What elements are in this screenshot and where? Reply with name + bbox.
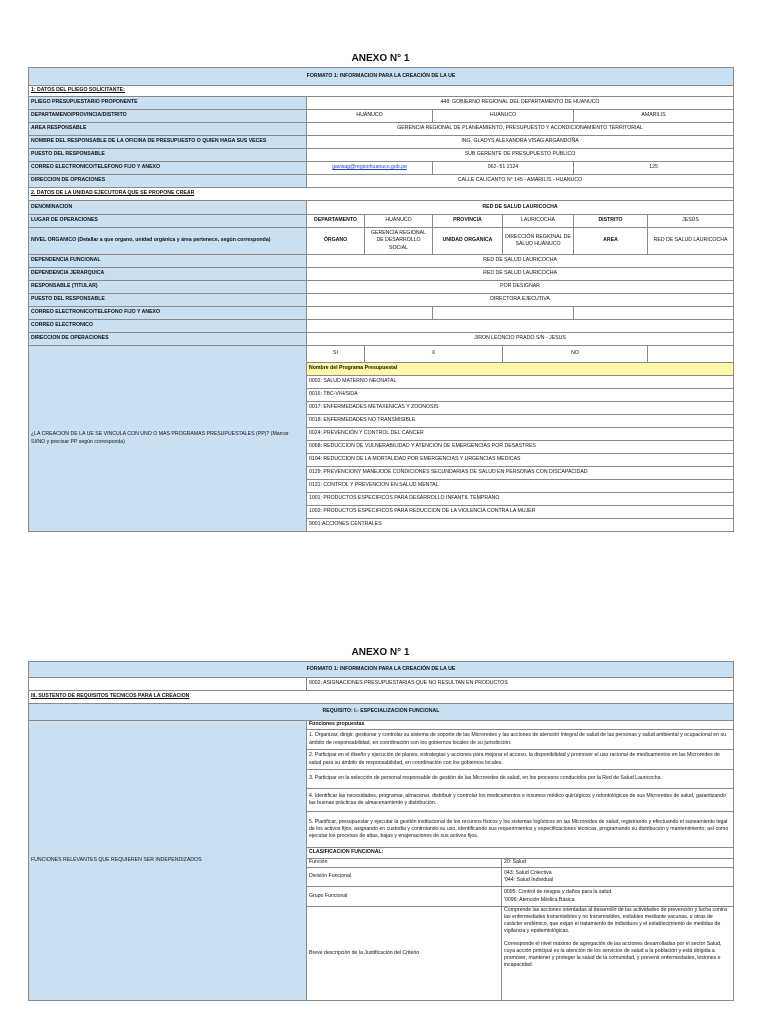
funcion-label: Función (307, 859, 502, 868)
annex-title: ANEXO N° 1 (351, 53, 410, 64)
section-3-heading: III. SUSTENTO DE REQUISITOS TECNICOS PARA LA CREACION (29, 691, 734, 704)
grupo-value: 0095: Control de riesgos y daños para la salud (504, 889, 612, 896)
lugar-departamento: HUÁNUCO (365, 215, 433, 228)
pp-item: 0018: ENFERMEDADES NO TRANSMISIBLE (307, 415, 734, 428)
titular-value: POR DESIGNAR (307, 281, 734, 294)
pp-item: 0016: TBC-VIH/SIDA (307, 389, 734, 402)
nivel-area-label: AREA (574, 228, 648, 255)
direccion-label: DIRECCION DE OPRACIONES (29, 175, 307, 188)
correo-email-cell (307, 162, 433, 175)
pp-question: ¿LA CREACION DE LA UE SE VINCULA CON UNO O MAS PROGRAMAS PRESUPUESTALES (PP)? (Marcar SI/NO y precisar PP según corresponda) (29, 346, 307, 532)
pp-item: 1002: PRODUCTOS ESPECIFICOS PARA REDUCCION DE LA VIOLENCIA CONTRA LA MUJER (307, 506, 734, 519)
dep-jerarquica-value: RED DE SALUD LAURICOCHA (307, 268, 734, 281)
nivel-area: RED DE SALUD LAURICOCHA (648, 228, 734, 255)
correo3-label: CORREO ELECTRONICO (29, 320, 307, 333)
funcion-item: 1. Organizar, dirigir, gestionar y controlar su sistema de soporte de las Microredes y las acciones de atención integral de salud de las personas y salud ambiental y ocupacional en su ámbito de responsabilidad, en coordinación con los gobiernos locales de su jurisdicción. (307, 730, 734, 750)
pp-item: 9001:ACCIONES CENTRALES (307, 519, 734, 532)
funcion-item: 4. Identificar las necesidades, programar, almacenar, distribuir y controlar los medicamentos e insumos médico quirúrgicos y odontológicos de sus Microredes de salud, garantizando las buenas prácticas de almacenamiento y distribución. (307, 789, 734, 812)
ubicacion-departamento: HUÁNUCO (307, 110, 433, 123)
pp-no-mark (648, 346, 734, 363)
nivel-unidad: DIRECCIÓN REGIONAL DE SALUD HUÁNUCO (503, 228, 574, 255)
titular-label: RESPONSABLE (TITULAR) (29, 281, 307, 294)
lugar-distrito-label: DISTRITO (574, 215, 648, 228)
pp-header: Nombre del Programa Presupuestal (307, 363, 734, 376)
nivel-organo: GERENCIA REGIONAL DE DESARROLLO SOCIAL (365, 228, 433, 255)
pp-si: SI (307, 346, 365, 363)
responsable-value: ING. GLADYS ALEXANDRA VISAG ARGANDOÑA (307, 136, 734, 149)
section-2-heading: 2. DATOS DE LA UNIDAD EJECUTORA QUE SE PROPONE CREAR (29, 188, 734, 201)
dep-jerarquica-label: DEPENDENCIA JERARQUICA (29, 268, 307, 281)
pp-mark: X (365, 346, 503, 363)
breve-paragraph: Corresponde el nivel máximo de agregación de las acciones desarrolladas por el sector Salud, cuya acción principal es la atención de los servicios de salud a la población y está dirigida a promover, mantener y proteger la salud de la comunidad, y prevenir enfermedades, lesiones e incapacidad. (504, 941, 722, 969)
lugar-label: LUGAR DE OPERACIONES (29, 215, 307, 228)
breve-label: Breve descripción de la Justificación del Criterio (307, 907, 502, 1001)
funciones-relevantes-label: FUNCIONES RELEVANTES QUE REQUIEREN SER INDEPENDIZADOS (29, 721, 307, 1001)
puesto-value: SUB GERENTE DE PRESUPUESTO PUBLICO (307, 149, 734, 162)
pp-item: 0024: PREVENCIÓN Y CONTROL DEL CANCER (307, 428, 734, 441)
clasificacion-header: CLASIFICACION FUNCIONAL: (307, 848, 734, 859)
direccion2-label: DIRECCION DE OPERACIONES (29, 333, 307, 346)
nivel-organo-label: ÓRGANO (307, 228, 365, 255)
correo2-email (307, 307, 433, 320)
pp-item: 0129: PREVENCIONY MANEJODE CONDICIONES SECUNDARIAS DE SALUD EN PERSONAS CON DISCAPACIDAD (307, 467, 734, 480)
ubicacion-label: DEPARTAMENO/PROVINCIA/DISTRITO (29, 110, 307, 123)
funcion-item: 2. Participar en el diseño y ejecución de planes, estrategias y acciones para mejorar el acceso, la disponibilidad y promover el uso racional de medicamentos en las Microredes de salud para su ámbito de responsabilidad, en coordinación con los gobiernos locales. (307, 750, 734, 770)
pliego-value: 448: GOBIERNO REGIONAL DEL DEPARTAMENTO DE HUANUCO (307, 97, 734, 110)
format-title: FORMATO 1: INFORMACION PARA LA CREACIÓN DE LA UE (29, 68, 734, 86)
grupo-values (502, 887, 734, 907)
email-link[interactable]: gavisag@regionhuanuco.gob.pe (332, 164, 407, 171)
row9002-blank (29, 678, 307, 691)
ubicacion-provincia: HUÁNUCO (433, 110, 574, 123)
correo-anexo: 125 (574, 162, 734, 175)
lugar-distrito: JESÚS (648, 215, 734, 228)
area-value: GERENCIA REGIONAL DE PLANEAMIENTO, PRESUPUESTO Y ACONDICIONAMIENTO TERRITORIAL (307, 123, 734, 136)
annex-title-2: ANEXO N° 1 (351, 647, 410, 658)
form-table-2 (28, 661, 734, 1001)
grupo-value: '0096: Atención Médica Básica (504, 896, 575, 903)
puesto-label: PUESTO DEL RESPONSABLE (29, 149, 307, 162)
dep-funcional-value: RED DE SALUD LAURICOCHA (307, 255, 734, 268)
puesto-resp-label: PUESTO DEL RESPONSABLE (29, 294, 307, 307)
division-value: 043: Salud Colectiva (504, 869, 552, 876)
division-values (502, 868, 734, 887)
form-table-1 (28, 67, 734, 532)
ubicacion-distrito: AMARILIS (574, 110, 734, 123)
pp-item: 0068: REDUCCION DE VULNERABILIDAD Y ATENCION DE EMERGENCIAS POR DESASTRES (307, 441, 734, 454)
pp-item: 0002: SALUD MATERNO NEONATAL (307, 376, 734, 389)
direccion-value: CALLE CALICANTO N° 145 - AMARILIS - HUANUCO (307, 175, 734, 188)
denominacion-value: RED DE SALUD LAURICOCHA (307, 201, 734, 215)
row9002-value: 9002: ASIGNACIONES PRESUPUESTARIAS QUE NO RESULTAN EN PRODUCTOS (307, 678, 734, 691)
division-value: '044: Salud Individual (504, 877, 554, 883)
division-label: División Funcional (307, 868, 502, 887)
requisito-heading: REQUISITO: I.- ESPECIALIZACION FUNCIONAL (29, 704, 734, 721)
nivel-unidad-label: UNIDAD ORGANICA (433, 228, 503, 255)
area-label: AREA RESPONSABLE (29, 123, 307, 136)
funciones-header: Funciones propuestas (307, 721, 734, 730)
dep-funcional-label: DEPENDENCIA FUNCIONAL (29, 255, 307, 268)
correo-label: CORREO ELECTRONICO/TELEFONO FIJO Y ANEXO (29, 162, 307, 175)
pp-item: 1001: PRODUCTOS ESPECIFICOS PARA DESARROLLO INFANTIL TEMPRANO (307, 493, 734, 506)
format-title-2: FORMATO 1: INFORMACION PARA LA CREACIÓN DE LA UE (29, 662, 734, 678)
correo2-telefono (433, 307, 574, 320)
direccion2-value: JIRON LEONCIO PRADO S/N - JESUS (307, 333, 734, 346)
pliego-label: PLIEGO PRESUPUESTARIO PROPONENTE (29, 97, 307, 110)
funcion-value: 20: Salud (502, 859, 734, 868)
correo-telefono: 062- 51 2124 (433, 162, 574, 175)
section-1-heading: 1: DATOS DEL PLIEGO SOLICITANTE: (29, 86, 734, 97)
lugar-provincia: LAURICOCHA (503, 215, 574, 228)
funcion-item: 5. Planificar, presupuestar y ejecutar la gestión institucional de los recursos físicos y los sistemas logísticos en las Microredes de salud, registrando y efectuando el saneamiento legal de los activos fijos, asignando en custodia y controlando su uso, identificando sus requerimientos y especificaciones técnicas, programando su distribución y mantenimiento; así como ejecutar los procesos de altas, bajas y enajenaciones de sus activos fijos. (307, 812, 734, 848)
pp-no: NO (503, 346, 648, 363)
denominacion-label: DENOMINACION (29, 201, 307, 215)
nivel-label: NIVEL ORGANICO (Detallar a que organo, unidad orgánica y área pertenece, según corresponda) (29, 228, 307, 255)
responsable-label: NOMBRE DEL RESPONSABLE DE LA OFICINA DE PRESUPUESTO O QUIEN HAGA SUS VECES (29, 136, 307, 149)
pp-item: 0131: CONTROL Y PREVENCION EN SALUD MENTAL (307, 480, 734, 493)
lugar-provincia-label: PROVINCIA (433, 215, 503, 228)
breve-paragraph: Comprende las acciones orientadas al desarrollo de las actividades de prevención y lucha contra las enfermedades transmisibles y no transmisibles, evitables mediante vacunas, u otras de carácter endémico, que exijan el tratamiento de individuos y el establecimiento de medidas de vigilancia y epidemiológicas. (504, 907, 727, 935)
correo3-value (307, 320, 734, 333)
correo2-label: CORREO ELECTRONICO/TELEFONO FIJO Y ANEXO (29, 307, 307, 320)
puesto-resp-value: DIRECTORA EJECUTIVA (307, 294, 734, 307)
correo2-anexo (574, 307, 734, 320)
pp-item: 0104: REDUCCION DE LA MORTALIDAD POR EMERGENCIAS Y URGENCIAS MEDICAS (307, 454, 734, 467)
lugar-departamento-label: DEPARTAMENTO (307, 215, 365, 228)
breve-values (502, 907, 734, 1001)
pp-item: 0017: ENFERMEDADES METAXENICAS Y ZOONOSIS (307, 402, 734, 415)
grupo-label: Grupo Funcional (307, 887, 502, 907)
page-1 (28, 51, 733, 532)
page-2 (28, 645, 733, 1001)
funcion-item: 3. Participar en la selección de personal responsable de gestión de las Microredes de salud, en los procesos conducidos por la Red de Salud Lauricocha. (307, 770, 734, 789)
